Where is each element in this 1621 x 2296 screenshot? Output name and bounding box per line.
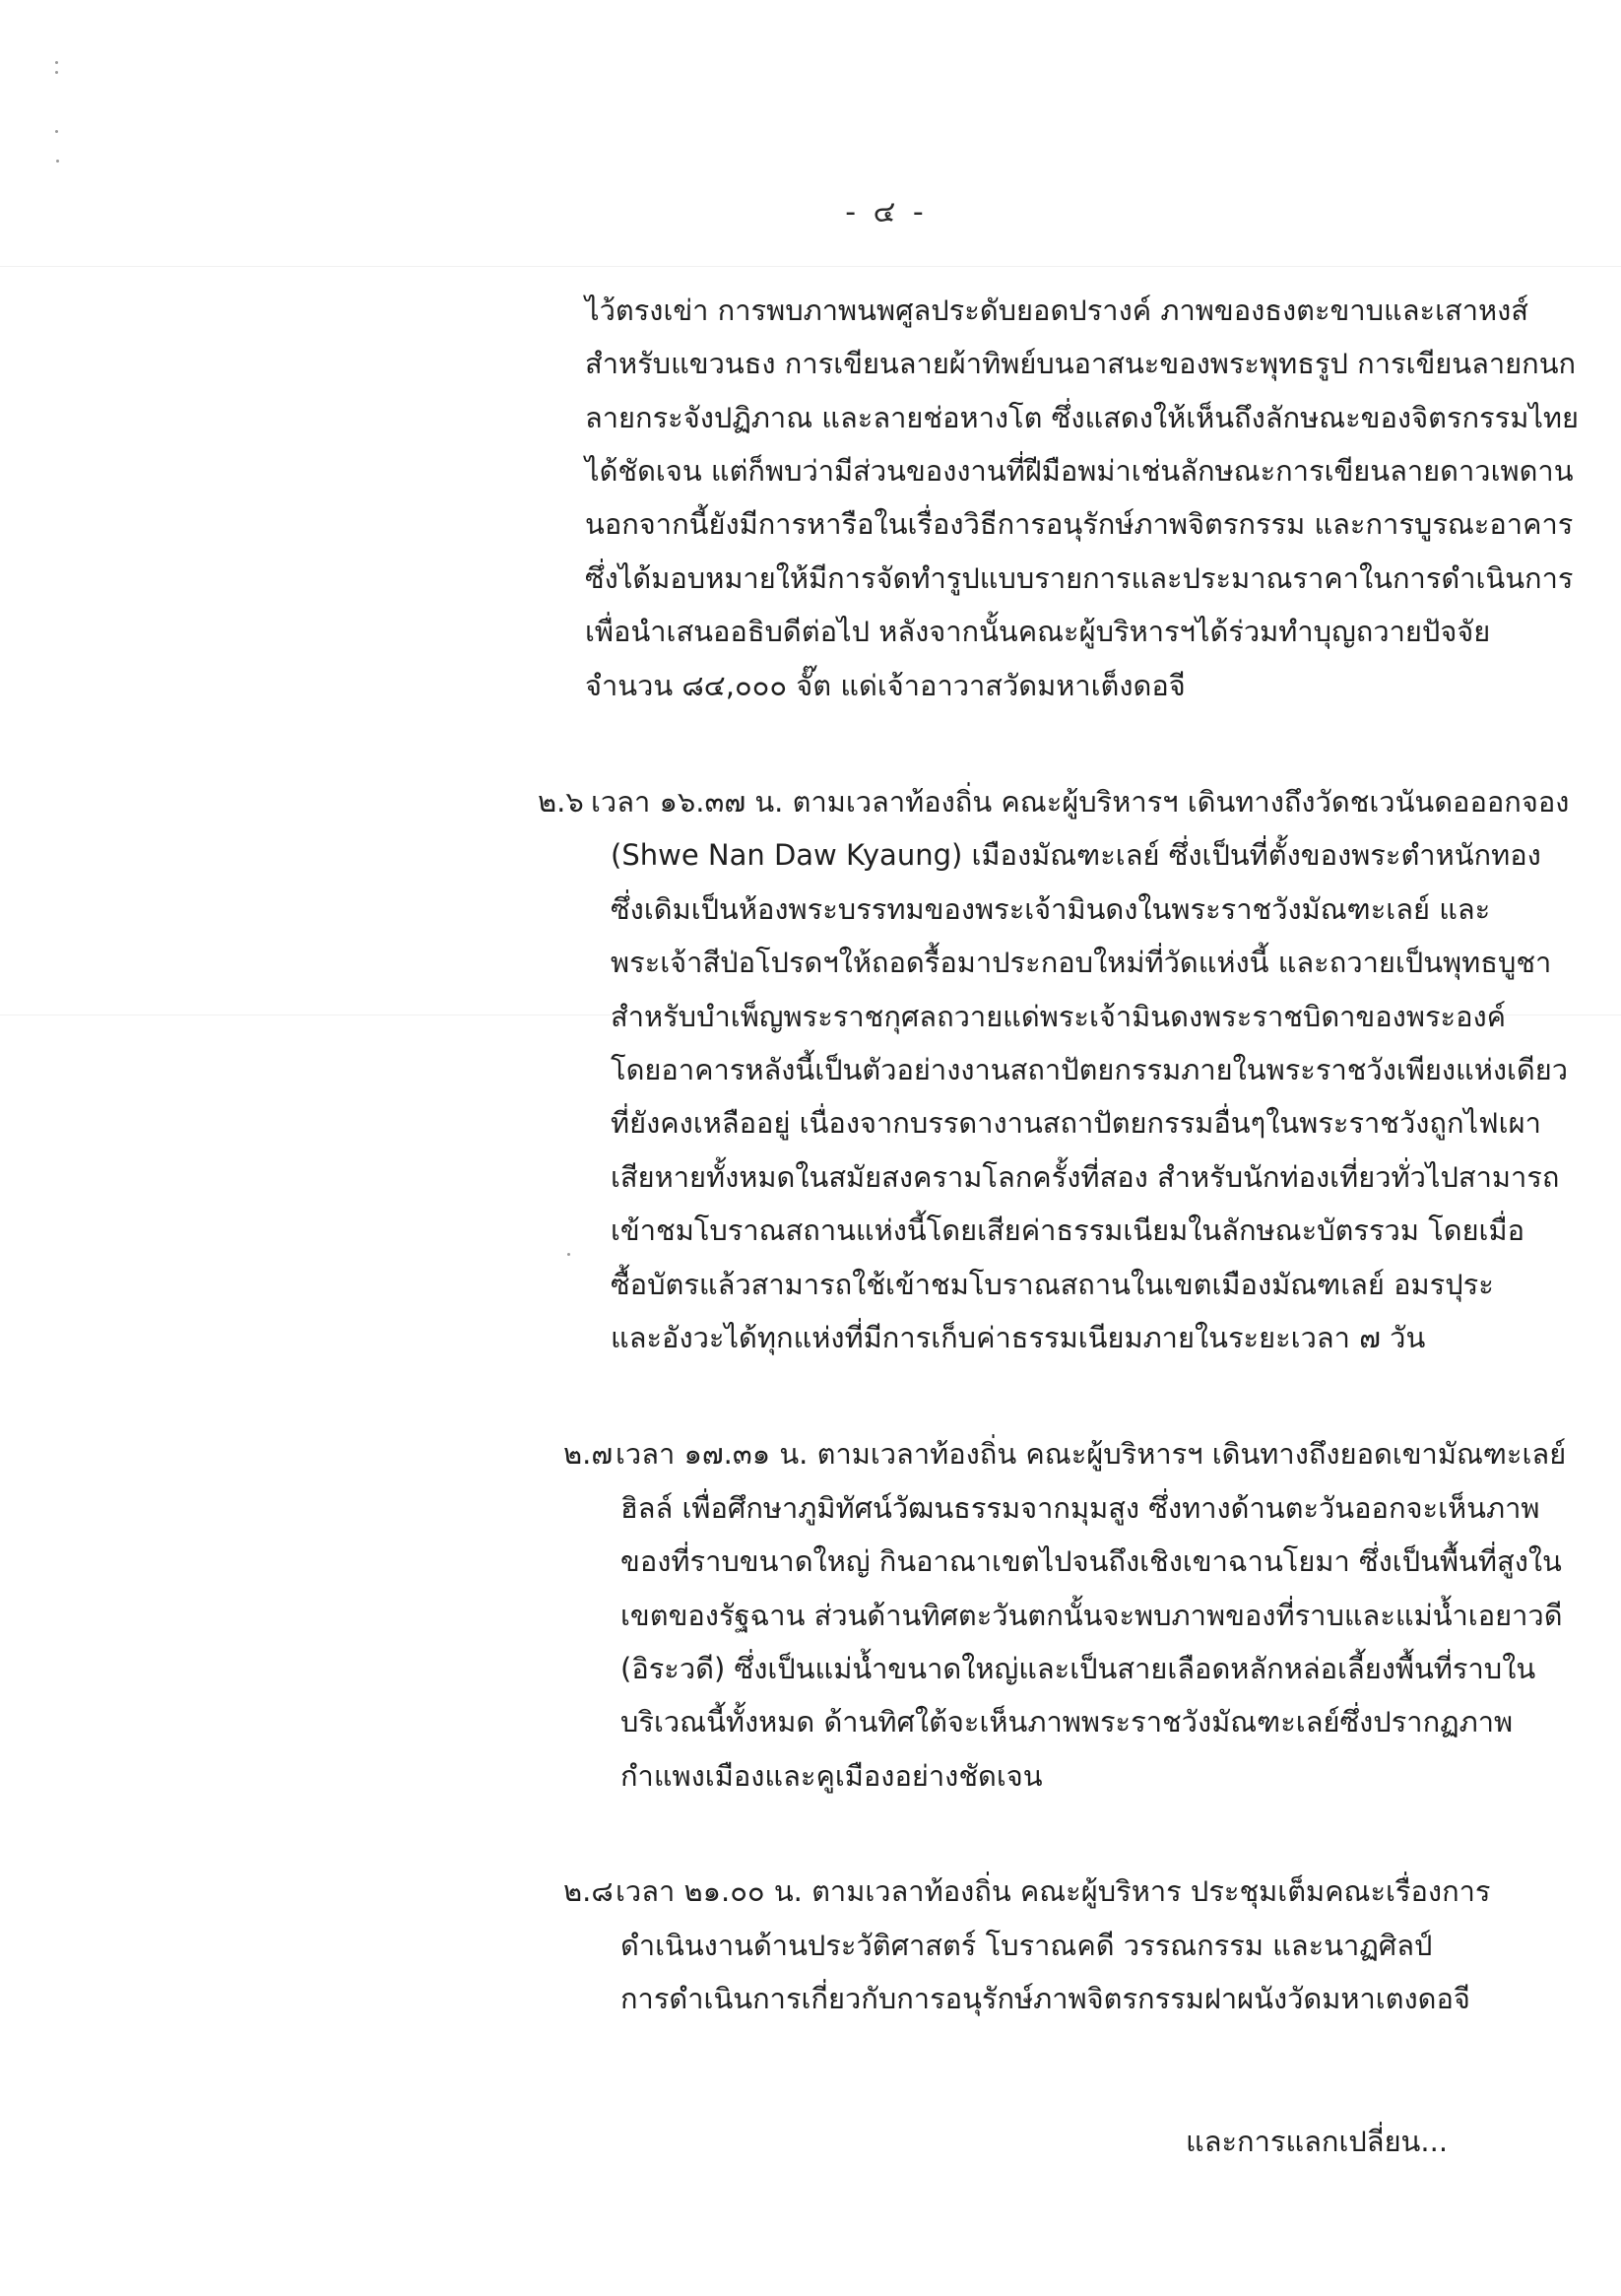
item-line: ซื้อบัตรแล้วสามารถใช้เข้าชมโบราณสถานในเขตเมืองมัณฑเลย์ อมรปุระ (611, 1268, 1494, 1301)
intro-line: จำนวน ๘๔,๐๐๐ จั๊ต แด่เจ้าอาวาสวัดมหาเต็งดอจี (585, 669, 1186, 702)
intro-line: ได้ชัดเจน แต่ก็พบว่ามีส่วนของงานที่ฝีมือพม่าเช่นลักษณะการเขียนลายดาวเพดาน (585, 454, 1574, 488)
item-line: โดยอาคารหลังนี้เป็นตัวอย่างงานสถาปัตยกรรมภายในพระราชวังเพียงแห่งเดียว (611, 1053, 1569, 1086)
item-line: ฮิลล์ เพื่อศึกษาภูมิทัศน์วัฒนธรรมจากมุมสูง ซึ่งทางด้านตะวันออกจะเห็นภาพ (620, 1491, 1540, 1525)
item-line: ซึ่งเดิมเป็นห้องพระบรรทมของพระเจ้ามินดงในพระราชวังมัณฑะเลย์ และ (611, 892, 1491, 926)
item-line: การดำเนินการเกี่ยวกับการอนุรักษ์ภาพจิตรกรรมฝาผนังวัดมหาเตงดอจี (620, 1982, 1470, 2015)
item-line: กำแพงเมืองและคูเมืองอย่างชัดเจน (620, 1759, 1043, 1793)
item-number: ๒.๗ (563, 1437, 614, 1471)
item-number: ๒.๖ (538, 785, 584, 819)
intro-line: นอกจากนี้ยังมีการหารือในเรื่องวิธีการอนุรักษ์ภาพจิตรกรรม และการบูรณะอาคาร (585, 507, 1574, 541)
intro-line: ไว้ตรงเข่า การพบภาพนพศูลประดับยอดปรางค์ ภาพของธงตะขาบและเสาหงส์ (585, 294, 1528, 327)
item-line: (อิระวดี) ซึ่งเป็นแม่น้ำขนาดใหญ่และเป็นสายเลือดหลักหล่อเลี้ยงพื้นที่ราบใน (620, 1652, 1536, 1685)
scan-speck (55, 61, 58, 64)
page-number: - ๔ - (845, 195, 928, 230)
scan-speck (567, 1253, 570, 1256)
scan-speck (56, 160, 59, 163)
item-number: ๒.๘ (563, 1874, 614, 1908)
intro-line: ซึ่งได้มอบหมายให้มีการจัดทำรูปแบบรายการและประมาณราคาในการดำเนินการ (585, 561, 1574, 595)
item-line: สำหรับบำเพ็ญพระราชกุศลถวายแด่พระเจ้ามินดงพระราชบิดาของพระองค์ (611, 1000, 1507, 1033)
intro-line: เพื่อนำเสนออธิบดีต่อไป หลังจากนั้นคณะผู้บริหารฯได้ร่วมทำบุญถวายปัจจัย (585, 615, 1491, 648)
intro-line: ลายกระจังปฏิภาณ และลายช่อหางโต ซึ่งแสดงให้เห็นถึงลักษณะของจิตรกรรมไทย (585, 401, 1580, 434)
scan-speck (55, 130, 58, 133)
item-line: พระเจ้าสีป่อโปรดฯให้ถอดรื้อมาประกอบใหม่ที่วัดแห่งนี้ และถวายเป็นพุทธบูชา (611, 946, 1552, 979)
item-line: และอังวะได้ทุกแห่งที่มีการเก็บค่าธรรมเนียมภายในระยะเวลา ๗ วัน (611, 1321, 1426, 1354)
item-line: ที่ยังคงเหลืออยู่ เนื่องจากบรรดางานสถาปัตยกรรมอื่นๆในพระราชวังถูกไฟเผา (611, 1106, 1541, 1140)
item-line: เวลา ๒๑.๐๐ น. ตามเวลาท้องถิ่น คณะผู้บริหาร ประชุมเต็มคณะเรื่องการ (616, 1874, 1491, 1908)
item-line: เขตของรัฐฉาน ส่วนด้านทิศตะวันตกนั้นจะพบภาพของที่ราบและแม่น้ำเอยาวดี (620, 1599, 1563, 1632)
item-line: บริเวณนี้ทั้งหมด ด้านทิศใต้จะเห็นภาพพระราชวังมัณฑะเลย์ซึ่งปรากฏภาพ (620, 1705, 1514, 1738)
item-line: ของที่ราบขนาดใหญ่ กินอาณาเขตไปจนถึงเชิงเขาฉานโยมา ซึ่งเป็นพื้นที่สูงใน (620, 1544, 1562, 1578)
item-line: เข้าชมโบราณสถานแห่งนี้โดยเสียค่าธรรมเนียมในลักษณะบัตรรวม โดยเมื่อ (611, 1214, 1524, 1247)
paper-fold-line (0, 266, 1621, 267)
item-line: เวลา ๑๗.๓๑ น. ตามเวลาท้องถิ่น คณะผู้บริหารฯ เดินทางถึงยอดเขามัณฑะเลย์ (616, 1437, 1567, 1471)
item-line: เวลา ๑๖.๓๗ น. ตามเวลาท้องถิ่น คณะผู้บริหารฯ เดินทางถึงวัดชเวนันดอออกจอง (591, 785, 1570, 819)
item-line: ดำเนินงานด้านประวัติศาสตร์ โบราณคดี วรรณกรรม และนาฏศิลป์ (620, 1929, 1433, 1962)
intro-line: สำหรับแขวนธง การเขียนลายผ้าทิพย์บนอาสนะของพระพุทธรูป การเขียนลายกนก (585, 347, 1577, 380)
item-line: เสียหายทั้งหมดในสมัยสงครามโลกครั้งที่สอง สำหรับนักท่องเที่ยวทั่วไปสามารถ (611, 1160, 1560, 1194)
page-continuation-text: และการแลกเปลี่ยน... (1186, 2125, 1449, 2158)
item-line: (Shwe Nan Daw Kyaung) เมืองมัณฑะเลย์ ซึ่งเป็นที่ตั้งของพระตำหนักทอง (611, 838, 1541, 872)
scan-speck (55, 71, 58, 74)
